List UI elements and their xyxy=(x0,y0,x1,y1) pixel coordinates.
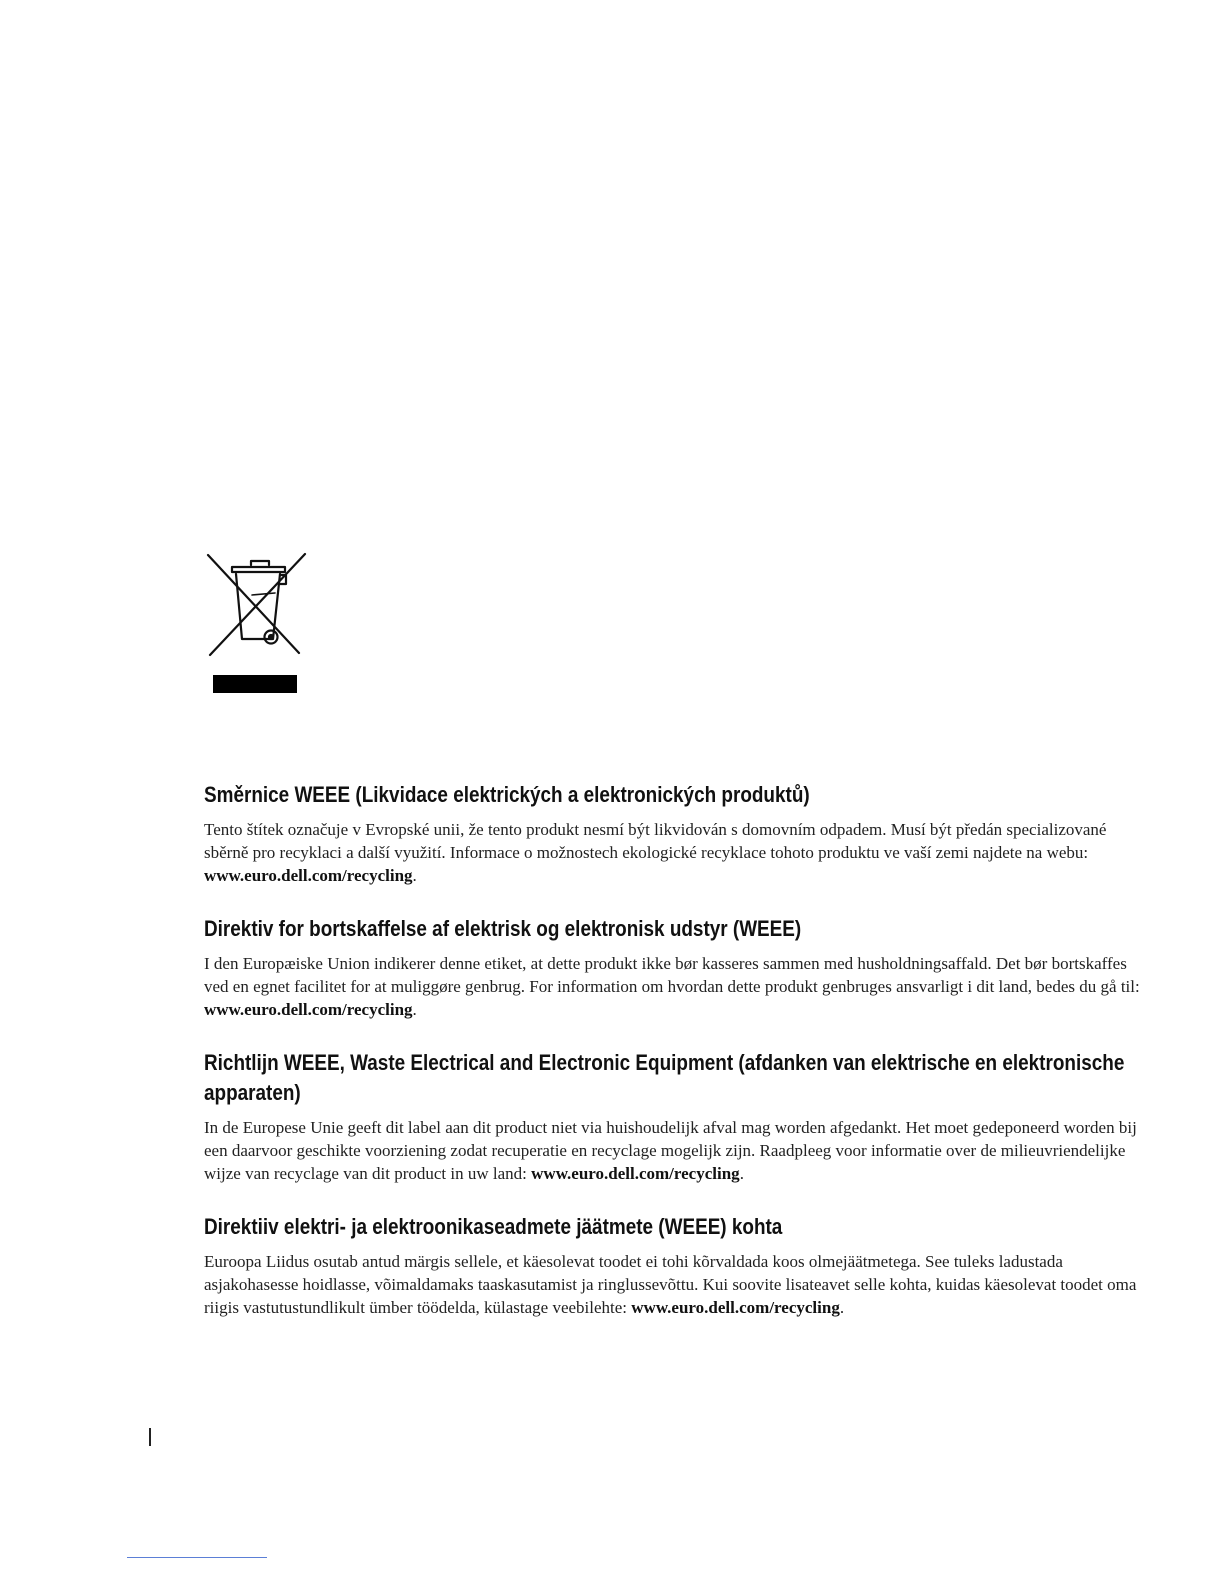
section-body: Tento štítek označuje v Evropské unii, že tento produkt nesmí být likvidován s domovním odpadem. Musí být předán specializované sběrně pro recyklaci a další využití. Informace o možnostech ekologické recyklace tohoto produktu ve vaší zemi najdete na webu: www.euro.dell.com/recycling. xyxy=(204,820,1107,885)
recycling-link[interactable]: www.euro.dell.com/recycling xyxy=(531,1164,740,1183)
bottom-rule xyxy=(127,1557,267,1558)
section-heading: Direktiv for bortskaffelse af elektrisk og elektronisk udstyr (WEEE) xyxy=(204,916,802,941)
recycling-link[interactable]: www.euro.dell.com/recycling xyxy=(204,1000,413,1019)
margin-change-bar xyxy=(149,1428,151,1446)
weee-section-dutch xyxy=(204,1048,1154,1185)
recycling-link[interactable]: www.euro.dell.com/recycling xyxy=(204,866,413,885)
weee-section-estonian xyxy=(204,1212,1154,1319)
section-heading: Richtlijn WEEE, Waste Electrical and Electronic Equipment (afdanken van elektrische en elektronische apparaten) xyxy=(204,1050,1125,1105)
section-body: In de Europese Unie geeft dit label aan dit product niet via huishoudelijk afval mag worden afgedankt. Het moet gedeponeerd worden bij een daarvoor geschikte voorziening zodat recuperatie en recyclage mogelijk zijn. Raadpleeg voor informatie over de milieuvriendelijke wijze van recyclage van dit product in uw land: www.euro.dell.com/recycling. xyxy=(204,1118,1137,1183)
weee-section-czech xyxy=(204,780,1154,887)
weee-section-danish xyxy=(204,914,1154,1021)
section-heading: Direktiiv elektri- ja elektroonikaseadmete jäätmete (WEEE) kohta xyxy=(204,1214,783,1239)
section-heading: Směrnice WEEE (Likvidace elektrických a elektronických produktů) xyxy=(204,782,810,807)
weee-directives xyxy=(204,780,1154,1346)
section-body: Euroopa Liidus osutab antud märgis sellele, et käesolevat toodet ei tohi kõrvaldada koos olmejäätmetega. See tuleks ladustada asjakohasesse hoidlasse, võimaldamaks taaskasutamist ja ringlussevõttu. Kui soovite lisateavet selle kohta, kuidas käesolevat toodet oma riigis vastutustundlikult ümber töödelda, külastage veebilehte: www.euro.dell.com/recycling. xyxy=(204,1252,1137,1317)
recycling-link[interactable]: www.euro.dell.com/recycling xyxy=(631,1298,840,1317)
section-body: I den Europæiske Union indikerer denne etiket, at dette produkt ikke bør kasseres sammen med husholdningsaffald. Det bør bortskaffes ved en egnet facilitet for at muliggøre genbrug. For information om hvordan dette produkt genbruges ansvarligt i dit land, bedes du gå til: www.euro.dell.com/recycling. xyxy=(204,954,1140,1019)
crossed-out-wheeled-bin-icon xyxy=(205,551,307,695)
